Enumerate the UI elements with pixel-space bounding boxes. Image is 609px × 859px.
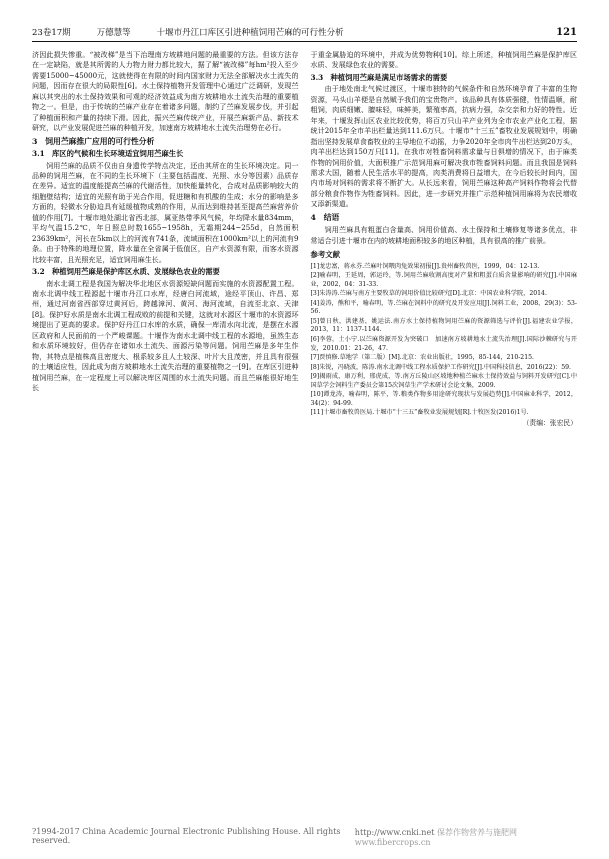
paragraph-intro-cont: 济因此损失惨重。“被改梯”是当下治理南方坡耕地问题的最重要的方法。但该方法存在一定缺陷，就是其所需的人力物力财力都比较大，据了解“被改梯”每hm²投入至少需要15000~45000元，这就使得在有限的时间内国家财力无法全部解决水土流失的问题，因而存在很大的局限性[6]。水土保持植物开发管理中心通过广泛调研，发现苎麻以其突出的水土保持效果和可观的经济效益成为南方坡耕地水土流失治理的重要植物之一。但是，由于传统的苎麻产业存在着诸多问题，制约了苎麻发展步伐，并引起了种植面积和产量的持续下滑。因此，振兴苎麻传统产业，开展苎麻新产品、新技术研究，以产业发展促进苎麻的种植开发，加速南方坡耕地水土流失治理势在必行。: [32, 50, 299, 133]
editor-note: （责编：张宏民）: [522, 418, 577, 427]
section-3-1-heading: 3.1 库区的气候和生长环境适宜饲用苎麻生长: [32, 149, 184, 159]
reference-item: [10]谭龙涛，喻春明，陈平，等.粮类作物多用途研究现状与发展趋势[J].中国麻业科学，2012，34(2)：94-99.: [310, 391, 577, 407]
section-3-3-heading: 3.3 种植饲用苎麻是满足市场需求的需要: [310, 72, 448, 82]
footer-right: [355, 827, 577, 847]
two-column-body: [32, 50, 577, 428]
reference-item: [4]姜涛，熊和平，喻春明，等.苎麻在饲料中的研究及开发应用[J].饲料工业，2008，29(3)：53-56.: [310, 299, 577, 316]
reference-item: [9]揭雨成，康万利，邢虎成，等.南方丘陵山区坡地种植苎麻水土保持效益与饲料开发研究[C].中国草学会饲料生产委员会第15次饲草生产学术研讨会论文集，2009.: [310, 373, 577, 389]
paragraph-3-1: 饲用苎麻的品质不仅由自身遗传学特点决定，还由其所在的生长环境决定。同一品种的饲用苎麻，在不同的生长环境下（主要包括温度、光照、水分等因素）品质存在差异。适宜的温度能提高苎麻的代谢活性，加快能量转化，合成对品质影响较大的细胞壁结构；适宜的光照有助于光合作用，促进糖和有机酸的生成；水分的影响是多方面的，轻微水分胁迫具有延缓植物成熟的作用，从而达到维持甚至提高苎麻营养价值的作用[7]。十堰市地处湖北省西北部，属亚热带季风气候，年均降水量834mm，平均气温15.2℃，年日照总时数1655~1958h，无霜期244~255d，自然面积23639km²，河长在5km以上的河流有741条，流域面积在1000km²以上的河流有9条。由于特殊的地理位置，降水量在全省属于低值区，自产水资源有限，而客水资源比较丰富，且光照充足，适宜饲用麻生长。: [32, 160, 299, 264]
reference-item: [1]龙忠富，蒋永芬.苎麻叶饲喂肉兔效果初报[J].贵州畜牧兽医，1999，04：12-13.: [310, 262, 540, 270]
paragraph-3-2-cont: 于重金属胁迫的环境中，并成为优势物种[10]。综上所述，种植饲用苎麻是保护库区水质、发展绿色农业的需要。: [310, 50, 577, 70]
copyright-text: ?1994-2017 China Academic Journal Electronic Publishing House. All rights reserved.: [32, 827, 341, 845]
reference-item: [2]喻春明，王延周，郭运玲，等.饲用苎麻收割高度对产量和粗蛋白质含量影响的研究[J].中国麻业，2002，04：31-33.: [310, 272, 577, 288]
reference-item: [11]十堰市畜牧兽医局.十堰市“十三五”畜牧业发展规划[R].十牧医发(2016)1号.: [310, 409, 529, 417]
references-list: [311, 263, 578, 418]
reference-item: [6]李蓉，土小宁.以苎麻资源开发为突破口 加速南方坡耕地水土流失治理[J].国际沙棘研究与开发，2010.01：21-26，47.: [310, 335, 577, 352]
reference-item: [5]曾日秋，洪建基，姚运法.南方水土保持植物饲用苎麻的资源筛选与评价[J].福建农业学报，2013，11：1137-1144.: [310, 317, 577, 334]
page-number: 121: [556, 27, 577, 38]
left-column: [32, 50, 299, 428]
paragraph-3-2: 南水北调工程是我国为解决华北地区水资源短缺问题而实施的水资源配置工程。南水北调中线工程源起十堰市丹江口水库，经唐白河流域，途经平顶山、许昌、郑州，通过河南省西部穿过黄河后，跨越漳河、黄河、海河流域，自流至北京、天津[8]。保护好水质是南水北调工程成败的前提和关键，这就对水源区十堰市的水资源环境提出了更高的要求。保护好丹江口水库的水质，确保一库清水向北流，是摆在水源区政府和人民面前的一个严峻课题。十堰作为南水北调中线工程的水源地，虽然生态和水质环境较好，但仍存在诸如水土流失、面源污染等问题。饲用苎麻是多年生作物，其特点是植株高且密度大、根系较多且人土较深、叶片大且茂密，并且具有很强的土壤适应性，因此成为南方坡耕地水土流失治理的重要植物之一[9]。在库区引进种植饲用苎麻，在一定程度上可以解决库区周围的水土流失问题。而且苎麻能很好地生长: [32, 278, 299, 393]
reference-item: [3]朱涛涛.苎麻与南方主要牧草的饲用价值比较研究[D].北京：中国农业科学院，2014.: [310, 290, 547, 298]
right-column: [311, 50, 578, 428]
paragraph-4: 饲用苎麻具有粗蛋白含量高、饲用价值高、水土保持和土壤修复等诸多优点，非常适合引进十堰市在内的坡耕地面积较多的地区种植，具有很高的推广前景。: [310, 225, 577, 245]
volume-issue: 23卷17期: [32, 28, 71, 38]
running-header: [32, 28, 577, 42]
references-heading: 参考文献: [310, 250, 341, 260]
article-title: 十堰市丹江口库区引进种植饲用芒麻的可行性分析: [156, 28, 344, 38]
paragraph-3-3: 由于地处南北气候过渡区，十堰市独特的气候条件和自然环境孕育了丰富的生物资源，马头山羊便是自然赋予我们的宝贵物产。该品种具有体质强健，性情温顺，耐粗饲，肉质细嫩、膻味轻，味鲜美，繁殖率高，抗病力强，杂交亲和力好的特性。近年来，十堰发挥山区农业比较优势，将百万只山羊产业列为全市农业产业化工程，据统计2015年全市羊出栏量达到111.6万只。十堰市“十三五”畜牧业发展规划中，明确指出坚持发展草食畜牧业的主导地位不动摇，力争2020年全市肉牛出栏达到20万头，肉羊出栏达到150万只[11]。在我市对牲畜饲料需求量与日俱增的情况下，由于麻类作物的饲用价值，大面积推广示范饲用麻可解决我市牲畜饲料问题。而且我国是饲料需求大国，随着人民生活水平的提高，肉类消费将日益增大，在今后较长时间内，国内市场对饲料的需求将不断扩大。从长远来看，饲用苎麻这种高产饲料作物将会代替部分粮食作物作为牲畜饲料。因此，进一步研究并推广示范种植饲用麻将为农民增收又添新渠道。: [310, 84, 577, 209]
authors: 万德慧等: [96, 28, 131, 38]
section-3-2-heading: 3.2 种植饲用苎麻是保护库区水质、发展绿色农业的需要: [32, 267, 220, 277]
reference-item: [8]朱锐，冯晓波，陈涛.南水北调中线工程水质保护工作研究[J].中国科技信息，2016(22)：59.: [310, 363, 571, 371]
section-3-heading: 3 饲用苎麻推广应用的可行性分析: [32, 136, 155, 146]
site-link[interactable]: http://www.cnki.net: [354, 828, 435, 837]
header-left: [32, 28, 344, 38]
section-4-heading: 4 结语: [310, 212, 340, 222]
reference-item: [7]贾慎修.草地学（第二版）[M].北京：农业出版社，1995，85-144，210-215.: [310, 354, 534, 362]
page-footer: [32, 827, 577, 847]
watermark-text: 保荐作物营养与施肥网 www.fibercrops.cn: [354, 828, 517, 847]
